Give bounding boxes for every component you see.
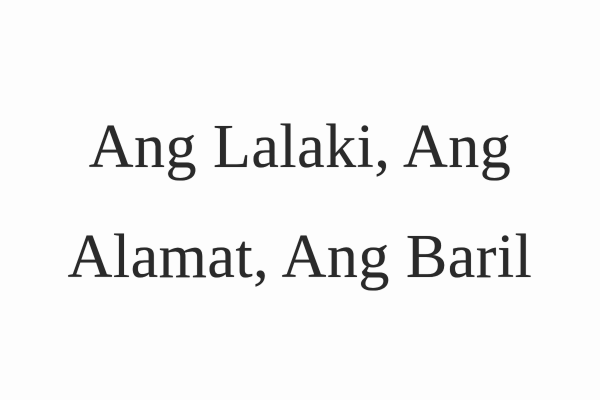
- title-line-2: Alamat, Ang Baril: [67, 223, 533, 291]
- title-line-1: Ang Lalaki, Ang: [88, 113, 512, 181]
